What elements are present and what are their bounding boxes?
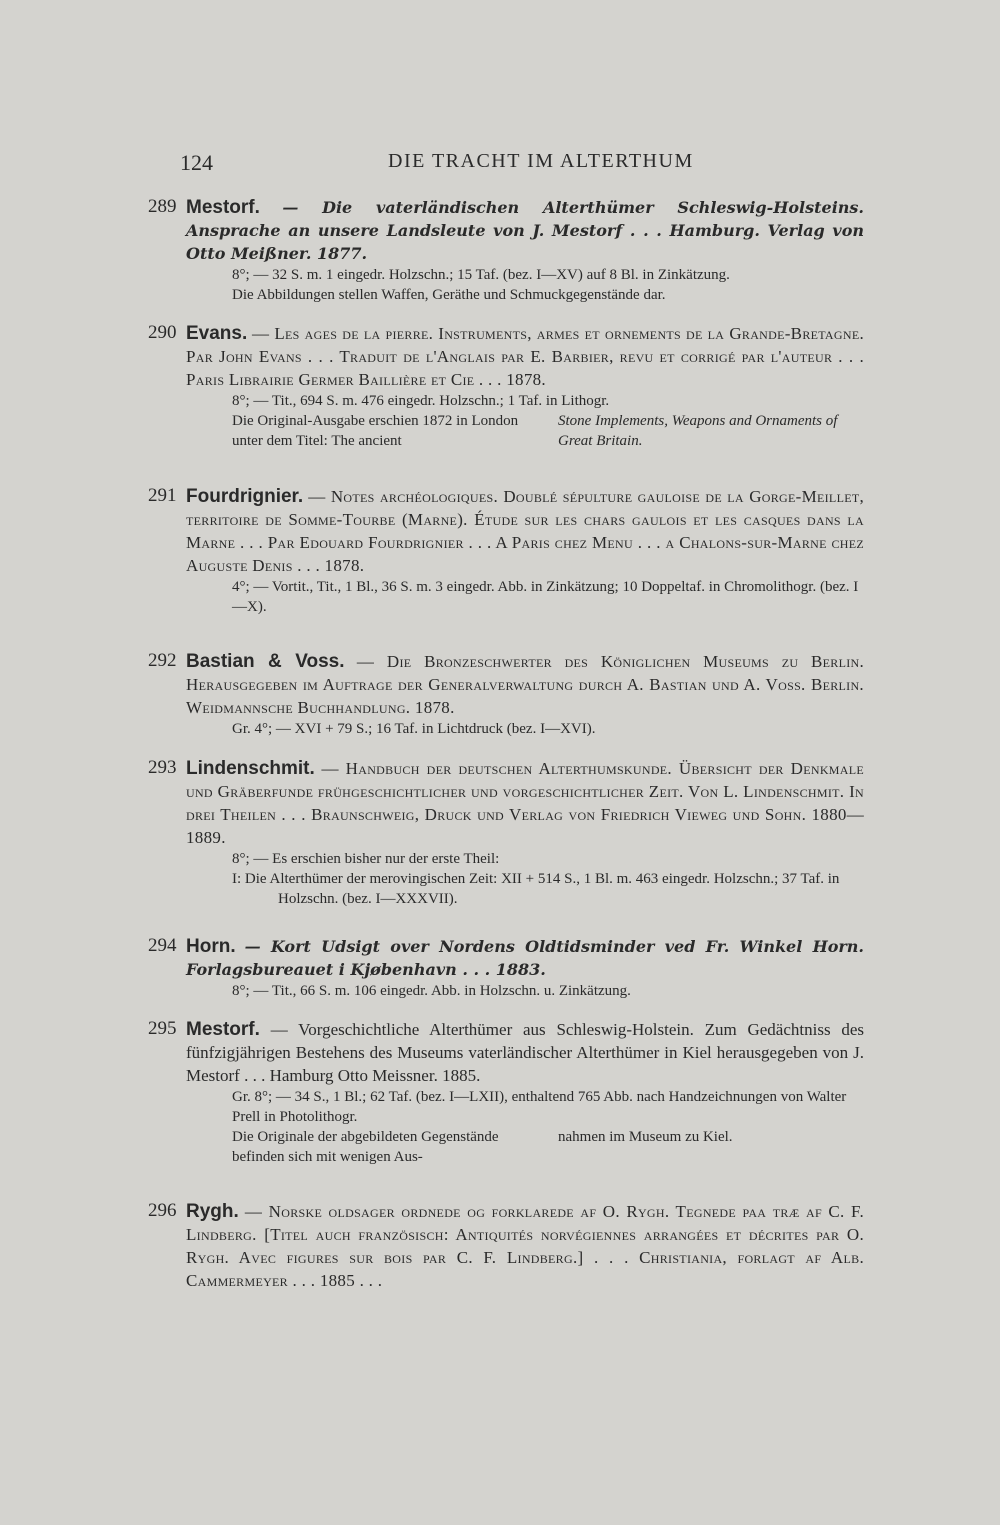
- remark-col-b: Stone Implements, Weapons and Ornaments of Great Britain.: [558, 413, 838, 449]
- entry-author: Mestorf.: [186, 1019, 260, 1040]
- page-header: [180, 150, 860, 180]
- entry-author: Horn.: [186, 936, 236, 957]
- entry-author: Evans.: [186, 323, 248, 344]
- entry-title: — Norske oldsager ordnede og forklarede af O. Rygh. Tegnede paa træ af C. F. Lindberg. [Titel auch französisch: Antiquités norvégiennes arrangées et décrites par O. Rygh. Avec figures sur bois par C. F. Lindberg.] . . . Christiania, forlagt af Alb. Cammermeyer . . . 1885 . . .: [186, 1202, 864, 1290]
- entry-note: Gr. 4°; — XVI + 79 S.; 16 Taf. in Lichtdruck (bez. I—XVI).: [232, 721, 596, 737]
- entry-author: Mestorf.: [186, 197, 260, 218]
- entry-289: [148, 196, 864, 305]
- entry-author: Rygh.: [186, 1201, 239, 1222]
- entry-title: — Notes archéologiques. Doublé sépulture gauloise de la Gorge-Meillet, territoire de Somme-Tourbe (Marne). Étude sur les chars gaulois et les casques dans la Marne . . . Par Edouard Fourdrignier . . . A Paris chez Menu . . . a Chalons-sur-Marne chez Auguste Denis . . . 1878.: [186, 487, 865, 575]
- entry-note: 8°; — Tit., 66 S. m. 106 eingedr. Abb. in Holzschn. u. Zinkätzung.: [232, 983, 631, 999]
- entry-292: [148, 650, 864, 739]
- entry-title: — Die vaterländischen Alterthümer Schleswig-Holsteins. Ansprache an unsere Landsleute von J. Mestorf . . . Hamburg. Verlag von Otto Meißner. 1877.: [186, 198, 864, 263]
- entry-number: 292: [148, 650, 177, 671]
- page-number: 124: [180, 150, 213, 175]
- entry-title: — Die Bronzeschwerter des Königlichen Museums zu Berlin. Herausgegeben im Auftrage der Generalverwaltung durch A. Bastian und A. Voss. Berlin. Weidmannsche Buchhandlung. 1878.: [186, 652, 865, 717]
- entry-title: — Les ages de la pierre. Instruments, armes et ornements de la Grande-Bretagne. Par John Evans . . . Traduit de l'Anglais par E. Barbier, revu et corrigé par l'auteur . . . Paris Librairie Germer Baillière et Cie . . . 1878.: [186, 324, 865, 389]
- entry-number: 289: [148, 196, 177, 217]
- entry-note: 8°; — 32 S. m. 1 eingedr. Holzschn.; 15 Taf. (bez. I—XV) auf 8 Bl. in Zinkätzung.: [232, 267, 730, 283]
- entry-author: Lindenschmit.: [186, 758, 315, 779]
- entry-note: 8°; — Es erschien bisher nur der erste Theil:: [232, 851, 500, 867]
- entry-293: [148, 757, 864, 909]
- entry-note: 4°; — Vortit., Tit., 1 Bl., 36 S. m. 3 eingedr. Abb. in Zinkätzung; 10 Doppeltaf. in Chromolithogr. (bez. I—X).: [232, 579, 859, 615]
- entry-title: — Kort Udsigt over Nordens Oldtidsminder ved Fr. Winkel Horn. Forlagsbureauet i Kjøbenhavn . . . 1883.: [186, 937, 865, 979]
- entry-291: [148, 485, 864, 617]
- remark-col-a: Die Original-Ausgabe erschien 1872 in London unter dem Titel: The ancient: [232, 413, 519, 449]
- entry-author: Fourdrignier.: [186, 486, 304, 507]
- entry-number: 295: [148, 1018, 177, 1039]
- entry-title: — Handbuch der deutschen Alterthumskunde. Übersicht der Denkmale und Gräberfunde frühgeschichtlicher und vorgeschichtlicher Zeit. Von L. Lindenschmit. In drei Theilen . . . Braunschweig, Druck und Verlag von Friedrich Vieweg und Sohn. 1880—1889.: [186, 759, 864, 847]
- entry-note: Gr. 8°; — 34 S., 1 Bl.; 62 Taf. (bez. I—LXII), enthaltend 765 Abb. nach Handzeichnungen von Walter Prell in Photolithogr.: [232, 1089, 847, 1125]
- entry-295: [148, 1018, 864, 1167]
- entry-note: Die Abbildungen stellen Waffen, Geräthe und Schmuckgegenstände dar.: [232, 287, 666, 303]
- entry-296: [148, 1200, 864, 1292]
- entry-number: 291: [148, 485, 177, 506]
- remark-col-a: Die Originale der abgebildeten Gegenstände befinden sich mit wenigen Aus-: [232, 1129, 499, 1165]
- entry-number: 290: [148, 322, 177, 343]
- remark-col-b: nahmen im Museum zu Kiel.: [558, 1129, 733, 1145]
- entry-number: 294: [148, 935, 177, 956]
- entry-number: 296: [148, 1200, 177, 1221]
- entry-volume-note: I: Die Alterthümer der merovingischen Zeit: XII + 514 S., 1 Bl. m. 463 eingedr. Holzschn.; 37 Taf. in Holzschn. (bez. I—XXXVII).: [232, 871, 840, 907]
- entry-290: [148, 322, 864, 451]
- entry-author: Bastian & Voss.: [186, 651, 345, 672]
- running-head: DIE TRACHT IM ALTERTHUM: [388, 150, 694, 172]
- entry-remark: [232, 1127, 864, 1167]
- entry-294: [148, 935, 864, 1001]
- entry-note: 8°; — Tit., 694 S. m. 476 eingedr. Holzschn.; 1 Taf. in Lithogr.: [232, 393, 610, 409]
- entry-remark: [232, 411, 864, 451]
- entry-title: — Vorgeschichtliche Alterthümer aus Schleswig-Holstein. Zum Gedächtniss des fünfzigjährigen Bestehens des Museums vaterländischer Alterthümer in Kiel herausgegeben von J. Mestorf . . . Hamburg Otto Meissner. 1885.: [186, 1020, 865, 1085]
- entry-number: 293: [148, 757, 177, 778]
